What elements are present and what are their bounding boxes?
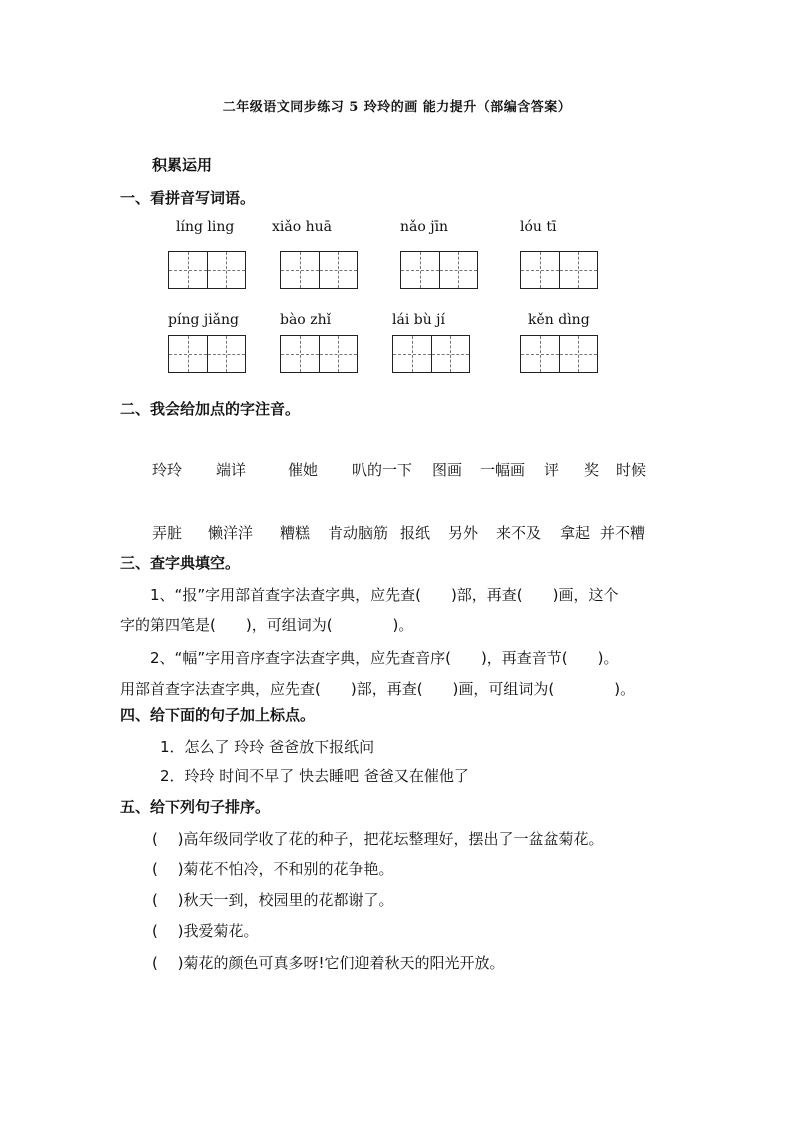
writing-grid[interactable] bbox=[520, 251, 598, 289]
word-item: 奖 bbox=[584, 461, 600, 479]
word-item: 懒洋洋 bbox=[208, 524, 254, 542]
writing-grid[interactable] bbox=[392, 335, 470, 373]
q5-sentence: ( )菊花的颜色可真多呀!它们迎着秋天的阳光开放。 bbox=[152, 954, 505, 972]
q5-heading: 五、给下列句子排序。 bbox=[120, 798, 271, 816]
word-item: 玲玲 bbox=[152, 461, 183, 479]
pinyin-label: kěn dìng bbox=[528, 312, 590, 328]
q5-sentence: ( )菊花不怕冷，不和别的花争艳。 bbox=[152, 860, 394, 878]
word-item: 图画 bbox=[432, 461, 463, 479]
q2-heading: 二、我会给加点的字注音。 bbox=[120, 400, 301, 418]
writing-grid[interactable] bbox=[400, 251, 478, 289]
writing-grid[interactable] bbox=[168, 251, 246, 289]
word-item: 来不及 bbox=[496, 524, 542, 542]
word-item: 拿起 bbox=[560, 524, 591, 542]
word-item: 端详 bbox=[216, 461, 247, 479]
section-label: 积累运用 bbox=[152, 156, 213, 174]
pinyin-label: nǎo jīn bbox=[400, 219, 449, 235]
word-item: 弄脏 bbox=[152, 524, 183, 542]
q3-line: 字的第四笔是( )，可组词为( )。 bbox=[120, 616, 414, 634]
page-title: 二年级语文同步练习 5 玲玲的画 能力提升（部编含答案） bbox=[222, 100, 572, 115]
word-item: 一幅画 bbox=[480, 461, 526, 479]
pinyin-label: píng jiǎng bbox=[168, 312, 240, 328]
word-item: 叭的一下 bbox=[352, 461, 413, 479]
pinyin-label: xiǎo huā bbox=[272, 219, 332, 235]
q3-line: 2、“幅”字用音序查字法查字典，应先查音序( )，再查音节( )。 bbox=[150, 649, 619, 667]
word-item: 催她 bbox=[288, 461, 319, 479]
q4-heading: 四、给下面的句子加上标点。 bbox=[120, 706, 316, 724]
word-item: 报纸 bbox=[400, 524, 431, 542]
pinyin-label: bào zhǐ bbox=[280, 312, 332, 328]
writing-grid[interactable] bbox=[520, 335, 598, 373]
pinyin-label: lóu tī bbox=[520, 219, 557, 235]
writing-grid[interactable] bbox=[280, 335, 358, 373]
pinyin-label: lái bù jí bbox=[392, 312, 445, 328]
writing-grid[interactable] bbox=[168, 335, 246, 373]
writing-grid[interactable] bbox=[280, 251, 358, 289]
q5-sentence: ( )秋天一到，校园里的花都谢了。 bbox=[152, 891, 394, 909]
pinyin-label: líng ling bbox=[176, 219, 235, 235]
q5-sentence: ( )我爱菊花。 bbox=[152, 922, 259, 940]
word-item: 时候 bbox=[616, 461, 647, 479]
q4-sentence: 2．玲玲 时间不早了 快去睡吧 爸爸又在催他了 bbox=[160, 767, 469, 785]
q1-heading: 一、看拼音写词语。 bbox=[120, 189, 256, 207]
q3-line: 1、“报”字用部首查字法查字典，应先查( )部，再查( )画，这个 bbox=[150, 586, 619, 604]
q5-sentence: ( )高年级同学收了花的种子，把花坛整理好，摆出了一盆盆菊花。 bbox=[152, 830, 604, 848]
word-item: 并不糟 bbox=[600, 524, 646, 542]
word-item: 肯动脑筋 bbox=[328, 524, 389, 542]
q3-heading: 三、查字典填空。 bbox=[120, 554, 241, 572]
word-item: 另外 bbox=[448, 524, 479, 542]
word-item: 评 bbox=[544, 461, 560, 479]
word-item: 糟糕 bbox=[280, 524, 311, 542]
q4-sentence: 1．怎么了 玲玲 爸爸放下报纸问 bbox=[160, 738, 375, 756]
q3-line: 用部首查字法查字典，应先查( )部，再查( )画，可组词为( )。 bbox=[120, 680, 636, 698]
